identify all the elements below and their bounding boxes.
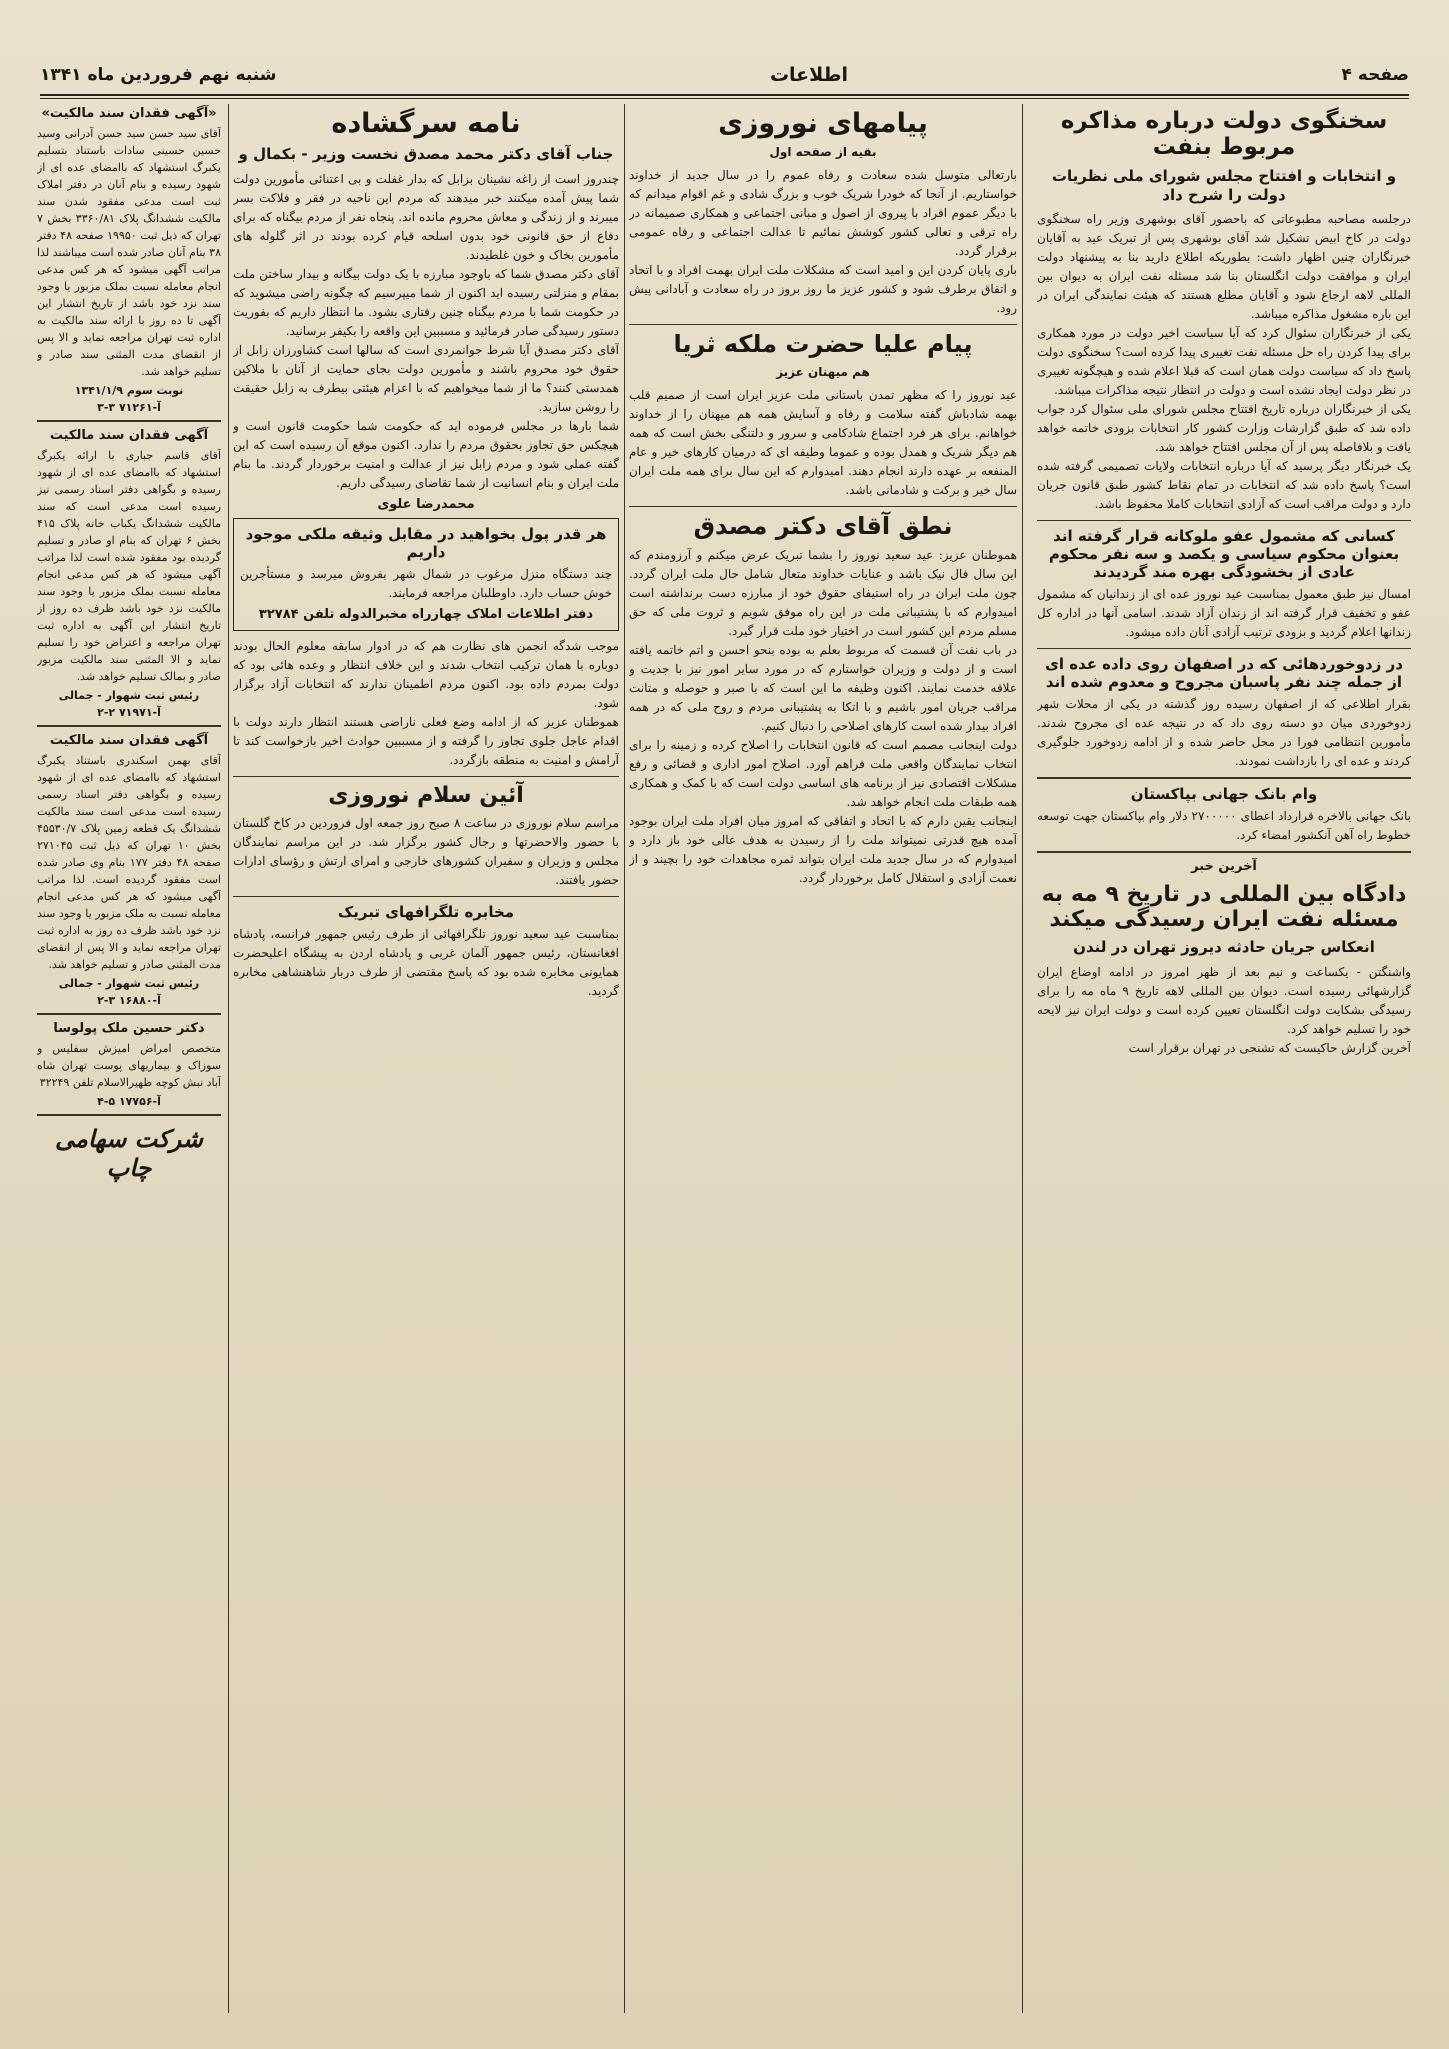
notice-date: نوبت سوم ۱۳۴۱/۱/۹ bbox=[74, 384, 184, 397]
headline-mossadegh-speech: نطق آقای دکتر مصدق bbox=[693, 511, 953, 540]
divider bbox=[1037, 648, 1411, 649]
headline-isfahan: در زدوخوردهائی که در اصفهان روی داده عده ای از جمله چند نفر پاسبان مجروح و معدوم شده اند bbox=[1045, 655, 1403, 692]
headline-queen-message: پیام علیا حضرت ملکه ثریا bbox=[673, 330, 973, 359]
masthead-rule bbox=[40, 94, 1409, 96]
doctor-ad-body: متخصص امراض امیزش سفلیس و سوزاک و بیماریهای پوست تهران شاه آباد نبش کوچه ظهیرالاسلام تلفن ۳۲۲۴۹ bbox=[37, 1042, 221, 1089]
doctor-ad-title: دکتر حسین ملک پولوسا bbox=[53, 1021, 205, 1036]
subheadline-elections: و انتخابات و افتتاح مجلس شورای ملی نظریات دولت را شرح داد bbox=[1051, 166, 1397, 204]
article-paragraph: هموطنان عزیز: عید سعید نوروز را بشما تبریک عرض میکنم و آرزومندم که این سال فال نیک باشد و عنایات خداوند متعال شامل حال ملت ایران گردد. چون ملت ایران در راه استیفای حقوق خود از مبارزه دست برنداشته است امیدوارم که با پشتیبانی ملت در این راه موفق شویم و ثروت ملی که حق مسلم مردم این کشور است در اختیار خود ملت قرار گیرد. bbox=[629, 548, 1017, 639]
notice-number: آ-۱۶۸۸۰ ۳-۲ bbox=[97, 994, 161, 1007]
last-news-label: آخرین خبر bbox=[1191, 859, 1257, 875]
letter-address: جناب آقای دکتر محمد مصدق نخست وزیر - بکمال و bbox=[238, 145, 614, 164]
notice-number: آ-۷۱۲۶۱ ۳-۳ bbox=[97, 401, 161, 414]
ad-footer: دفتر اطلاعات املاک چهارراه مخبرالدوله تلفن ۳۲۷۸۴ bbox=[258, 606, 594, 622]
column-center-left bbox=[233, 104, 619, 2013]
column-left-notices bbox=[37, 104, 221, 2013]
article-paragraph: موجب شدگه انجمن های نظارت هم که در ادوار سابقه معلوم الحال بودند دوباره با همان ترکیب انتخاب شدند و این خلاف انتظار و وعده هائی بود که دولت بمردم داده بود. اکنون مردم اطمینان ندارند که انتخابات آزاد برگزار شود. bbox=[233, 638, 619, 710]
notice-body: آقای سید حسن سید حسن آدرانی وسید حسین حسینی سادات باستناد بتسلیم یکبرگ استشهاد که باامضای عده ای از شهود رسیده و بنام آنان در دفتر املاک ثبت است مدعی مفقود شدن سند مالکیت ششدانگ پلاک ۳۳۶۰/۸۱ بخش ۷ تهران که ذیل ثبت ۱۹۹۵۰ صفحه ۴۸ دفتر ۳۸ بنام آنان صادر شده است میباشند لذا مراتب آگهی میشود که هر کس مدعی انجام معامله نسبت بملک مزبور یا وجود سند نزد خود باشد از تاریخ انتشار این آگهی تا ده روز با ارائه سند مالکیت به اداره ثبت تهران مراجعه نماید و الا پس از انقضای مدت المثنی سند صادر و تسلیم خواهد شد. bbox=[37, 127, 221, 378]
article-paragraph: آخرین گزارش حاکیست که تشنجی در تهران برقرار است bbox=[1128, 1040, 1411, 1055]
article-paragraph: بانک جهانی بالاخره قرارداد اعطای ۲۷۰۰۰۰۰ دلار وام بپاکستان جهت توسعه خطوط راه آهن آنکشور امضاء کرد. bbox=[1037, 809, 1411, 843]
notice-number: آ-۱۷۷۵۶ ۵-۴ bbox=[97, 1095, 161, 1108]
article-paragraph: بارتعالی متوسل شده سعادت و رفاه عموم را در سال جدید از خداوند خواستاریم. از آنجا که خودرا شریک خوب و بزرگ شادی و غم اقوام میدانم که با دیگر عموم افراد با پیروی از اصول و مبانی اجتماعی و همکاری صمیمانه در راه ترقی و تعالی کشور کوشش نمائیم تا عدالت اجتماعی و رفاه عمومی برقرار گردد. bbox=[629, 168, 1017, 259]
masthead bbox=[40, 58, 1409, 92]
divider bbox=[629, 506, 1017, 507]
article-paragraph: چندروز است از زاغه نشینان بزابل که بدار غفلت و بی اعتنائی مأمورین دولت شما پیش آمده میکنند خبر میدهند که مردم این ناحیه در فقر و فلاکت بسر میبرند و از زندگی و معاش محروم مانده اند. پنجاه نفر از مردم بیگناه که برای دفاع از حق قانونی خود بدون اسلحه قیام کرده بودند در اثر گلوله های مأمورین بخاک و خون غلطیدند. bbox=[233, 171, 619, 262]
headline-nowruz-messages: پیامهای نوروزی bbox=[718, 108, 928, 139]
salutation: هم میهنان عزیز bbox=[776, 364, 870, 379]
column-center-right bbox=[629, 104, 1017, 2013]
notice-signature: رئیس ثبت شهوار - جمالی bbox=[58, 689, 200, 702]
advertisement-box bbox=[233, 518, 619, 631]
article-paragraph: دولت اینجانب مصمم است که قانون انتخابات را اصلاح کرده و زمینه را برای انتخاب نمایندگان واقعی ملت فراهم آورد. اصلاح امور اداری و قضائی و رفع مشکلات اقتصادی نیز از برنامه های اساسی دولت است که با کمک و همکاری همه طبقات ملت انجام خواهد شد. bbox=[629, 738, 1017, 810]
divider bbox=[37, 420, 221, 422]
article-paragraph: هموطنان عزیز که از ادامه وضع فعلی ناراضی هستند انتظار دارند دولت با اقدام عاجل جلوی تجاوز را گرفته و از مسببین حوادث اخیر بازخواست کند تا آرامش و امنیت به منطقه بازگردد. bbox=[233, 714, 619, 767]
divider bbox=[37, 1114, 221, 1116]
headline-open-letter: نامه سرگشاده bbox=[331, 108, 521, 139]
divider bbox=[233, 896, 619, 897]
divider bbox=[1037, 851, 1411, 853]
article-paragraph: شما بارها در مجلس فرموده اید که حکومت شما حکومت قانون است و هیچکس حق تجاوز بحقوق مردم را ندارد. اکنون موقع آن رسیده است که این گفته عملی شود و مردم زابل نیز از عدالت و امنیت برخوردار گردند. ما بنام ملت ایران و بنام انسانیت از شما تقاضای رسیدگی داریم. bbox=[233, 418, 619, 490]
headline-telegrams: مخابره تلگرافهای تبریک bbox=[337, 903, 515, 922]
article-paragraph: یکی از خبرنگاران درباره تاریخ افتتاح مجلس شورای ملی سئوال کرد جواب داده شد که طبق گزارشات وزارت کشور کار انتخابات بزودی خاتمه خواهد یافت و بلافاصله پس از آن مجلس افتتاح خواهد شد. bbox=[1037, 402, 1411, 455]
masthead-rule-thin bbox=[40, 98, 1409, 99]
letter-signature: محمدرضا علوی bbox=[377, 496, 475, 512]
divider bbox=[37, 1013, 221, 1015]
date-line: شنبه نهم فروردین ماه ۱۳۴۱ bbox=[40, 65, 277, 85]
divider bbox=[37, 725, 221, 727]
notice-title: آگهی فقدان سند مالکیت bbox=[49, 733, 209, 748]
headline-nowruz-salam: آئین سلام نوروزی bbox=[328, 782, 524, 808]
page-label: صفحه ۴ bbox=[1341, 65, 1409, 85]
divider bbox=[233, 776, 619, 777]
divider bbox=[1037, 520, 1411, 521]
article-paragraph: بمناسبت عید سعید نوروز تلگرافهائی از طرف رئیس جمهور فرانسه، پادشاه افغانستان، رئیس جمهور آلمان غربی و پادشاه اردن به پیشگاه اعلیحضرت همایونی مخابره شده بود که پاسخ مقتضی از طرف دربار شاهنشاهی مخابره گردید. bbox=[233, 927, 619, 999]
article-paragraph: آقای دکتر مصدق شما که باوجود مبارزه با یک دولت بیگانه و بیدار ساختن ملت بمقام و منزلتی رسیده اید اکنون از شما میپرسیم که چگونه راضی میشوید که در حکومت شما با مردم بیگناه چنین رفتاری بشود. ما انتظار داریم که بفوریت دستور رسیدگی صادر فرمائید و مسببین این واقعه را بکیفر برسانید. bbox=[233, 266, 619, 338]
ad-title: هر قدر پول بخواهید در مقابل وثیقه ملکی موجود داریم bbox=[245, 524, 607, 561]
notice-body: آقای قاسم جباری با ارائه یکبرگ استشهاد که باامضای عده ای از شهود رسیده و بگواهی دفتر اسناد رسمی نیز رسیده است مدعی است که سند مالکیت ششدانگ یکباب خانه پلاک ۴۱۵ بخش ۶ تهران که بنام او صادر و تسلیم گردیده بود مفقود شده است لذا مراتب آگهی میشود که هر کس مدعی انجام معامله نسبت بملک مزبور یا وجود سند مالکیت نزد خود باشد ظرف ده روز از تاریخ انتشار این آگهی به اداره ثبت تهران مراجعه و اعتراض خود را تسلیم نماید و الا المثنی سند مالکیت مزبور صادر و بمالک تسلیم خواهد شد. bbox=[37, 449, 221, 683]
ad-body: چند دستگاه منزل مرغوب در شمال شهر بفروش میرسد و مستأجرین خوش حساب دارد. داوطلبان مراجعه فرمایند. bbox=[240, 566, 612, 600]
article-paragraph: بقرار اطلاعی که از اصفهان رسیده روز گذشته در یکی از محلات شهر زدوخوردی میان دو دسته روی داد که در نتیجه عده ای مجروح شدند. مأمورین انتظامی فورا در محل حاضر شده و از ادامه زدوخورد جلوگیری کردند و عده ای را بازداشت نمودند. bbox=[1037, 697, 1411, 769]
article-paragraph: امسال نیز طبق معمول بمناسبت عید نوروز عده ای از زندانیان که مشمول عفو و تخفیف قرار گرفته اند از زندان آزاد شدند. اسامی آنها در اداره کل زندانها اعلام گردید و بزودی ترتیب آزادی آنان داده میشود. bbox=[1037, 587, 1411, 640]
article-paragraph: عید نوروز را که مظهر تمدن باستانی ملت عزیز ایران است از صمیم قلب بهمه شادباش گفته سلامت و رفاه و آسایش همه هم میهنان را از خداوند خواهانم. برای هر فرد اجتماع شادکامی و سرور و دلتنگی بخش است که همه هم دیگر شریک و همدل بوده و عموما وطیفه ای که درمیان کارهای خیر و عام المنفعه بر عهده دارند انجام دهند. امیدوارم که این سال برای همه ملت ایران سال خیر و برکت و شادمانی باشد. bbox=[629, 387, 1017, 497]
notice-title: آگهی فقدان سند مالکیت bbox=[49, 428, 209, 443]
article-paragraph: مراسم سلام نوروزی در ساعت ۸ صبح روز جمعه اول فروردین در کاخ گلستان با حضور والاحضرتها و رجال کشور برگزار شد. در این مراسم نمایندگان مجلس و وزیران و سفیران کشورهای خارجی و امرای ارتش و رؤسای ادارات حضور یافتند. bbox=[233, 816, 619, 888]
article-paragraph: درجلسه مصاحبه مطبوعاتی که باحضور آقای بوشهری وزیر راه سخنگوی دولت در کاخ ابیض تشکیل شد آقای بوشهری پس از تبریک عید به آقایان خبرنگاران چنین اظهار داشت: بطوریکه اطلاع دارید بنا به پیشنهاد دولت ایران و موافقت دولت انگلستان بنا شد مسئله نفت ایران به دیوان بین المللی لاهه ارجاع شود و آقایان مطلع هستند که هیئت نمایندگی ایران در این باره مشغول مذاکره میباشد. bbox=[1037, 212, 1411, 322]
divider bbox=[1037, 777, 1411, 779]
printer-seal: شرکت سهامی چاپ bbox=[54, 1124, 204, 1182]
article-paragraph: باری پایان کردن این و امید است که مشکلات ملت ایران بهمت افراد و با اتحاد و اتفاق برطرف شود و کشور عزیز ما روز بروز در راه سعادت و آبادانی پیش رود. bbox=[629, 263, 1017, 316]
column-right bbox=[1037, 104, 1411, 2013]
column-rule bbox=[1022, 104, 1023, 2013]
article-paragraph: آقای دکتر مصدق آیا شرط جوانمردی است که سالها است کشاورزان زابل از حقوق خود محروم باشند و مأمورین دولت بجای حمایت از آنان با ملاکین همدستی کنند؟ ما از شما میخواهیم که با اعزام هیئتی بیطرف به زابل حقیقت را روشن سازید. bbox=[233, 342, 619, 414]
notice-signature: رئیس ثبت شهوار - جمالی bbox=[58, 977, 200, 990]
column-rule bbox=[228, 104, 229, 2013]
headline-oil-talks: سخنگوی دولت درباره مذاکره مربوط بنفت bbox=[1060, 108, 1388, 161]
headline-hague-court: دادگاه بین المللی در تاریخ ۹ مه به مسئله نفت ایران رسیدگی میکند bbox=[1041, 881, 1407, 932]
headline-world-bank: وام بانک جهانی بپاکستان bbox=[1130, 785, 1318, 804]
subheadline-london: انعکاس جریان حادثه دیروز تهران در لندن bbox=[1073, 938, 1375, 957]
continued-label: بقیه از صفحه اول bbox=[769, 145, 877, 160]
notice-number: آ-۷۱۹۷۱ ۲-۲ bbox=[97, 706, 161, 719]
notice-title: «آگهی فقدان سند مالکیت» bbox=[41, 106, 217, 121]
headline-amnesty: کسانی که مشمول عفو ملوکانه قرار گرفته اند بعنوان محکوم سیاسی و یکصد و سه نفر محکوم عادی از بخشودگی بهره مند گردیدند bbox=[1048, 527, 1400, 582]
article-paragraph: یک خبرنگار دیگر پرسید که آیا درباره انتخابات ولایات تصمیمی گرفته شده است؟ پاسخ داده شد که انتخابات در تمام نقاط کشور طبق قانون جریان دارد و دولت مراقب است که آزادی انتخابات کاملا محفوظ باشد. bbox=[1037, 459, 1411, 512]
paper-name: اطلاعات bbox=[769, 64, 848, 86]
article-paragraph: یکی از خبرنگاران سئوال کرد که آیا سیاست اخیر دولت در مورد همکاری برای پیدا کردن راه حل مسئله نفت تغییری پیدا کرده است؟ سخنگوی دولت پاسخ داد که سیاست دولت همان است که قبلا اعلام شده و هیچگونه تغییری در نظر دولت ایجاد نشده است و دولت در انتظار نتیجه مذاکرات میباشد. bbox=[1037, 326, 1411, 398]
divider bbox=[629, 324, 1017, 325]
article-paragraph: واشنگتن - یکساعت و نیم بعد از ظهر امروز در ادامه اوضاع ایران گزارشهائی رسیده است. دیوان بین المللی لاهه تاریخ ۹ ماه مه را برای رسیدگی بشکایت دولت انگلستان تعیین کرده است و دولت ایران نیز لایحه خود را تسلیم خواهد کرد. bbox=[1037, 964, 1411, 1036]
article-paragraph: اینجانب یقین دارم که با اتحاد و اتفاقی که امروز میان افراد ملت ایران بوجود آمده هیچ قدرتی نمیتواند ملت را از رسیدن به هدف عالی خود باز دارد و امیدوارم که در سال جدید ملت ایران بتواند ثمره مجاهدات خود را بچیند و از نعمت آزادی و استقلال کامل برخوردار گردد. bbox=[629, 814, 1017, 886]
article-paragraph: در باب نفت آن قسمت که مربوط بعلم به بوده بنحو احسن و اتم خاتمه یافته است و از دولت و وزیران خواستارم که در مورد سایر امور نیز با جدیت و علاقه خدمت نمایند. اکنون وظیفه ما این است که با صبر و حوصله و متانت مراقب جریان امور باشیم و با اتکا به پشتیبانی مردم و روح ملی که در همه افراد بیدار شده است کارهای اصلاحی را دنبال کنیم. bbox=[629, 643, 1017, 734]
column-rule bbox=[624, 104, 625, 2013]
notice-body: آقای بهمن اسکندری باستناد یکبرگ استشهاد که باامضای عده ای از شهود رسیده و بگواهی دفتر اسناد رسمی رسیده است مدعی است سند مالکیت ششدانگ یک قطعه زمین پلاک ۴۵۵۳۰/۷ بخش ۱۰ تهران که ذیل ثبت ۲۷۱۰۴۵ صفحه ۴۸ دفتر ۱۷۷ بنام وی صادر شده است مفقود گردیده است. لذا مراتب آگهی میشود که هر کس مدعی انجام معامله نسبت به ملک مزبور یا وجود سند نزد خود باشد ظرف ده روز به اداره ثبت تهران مراجعه نماید و الا پس از انقضای مدت المثنی صادر و تسلیم خواهد شد. bbox=[37, 754, 221, 971]
